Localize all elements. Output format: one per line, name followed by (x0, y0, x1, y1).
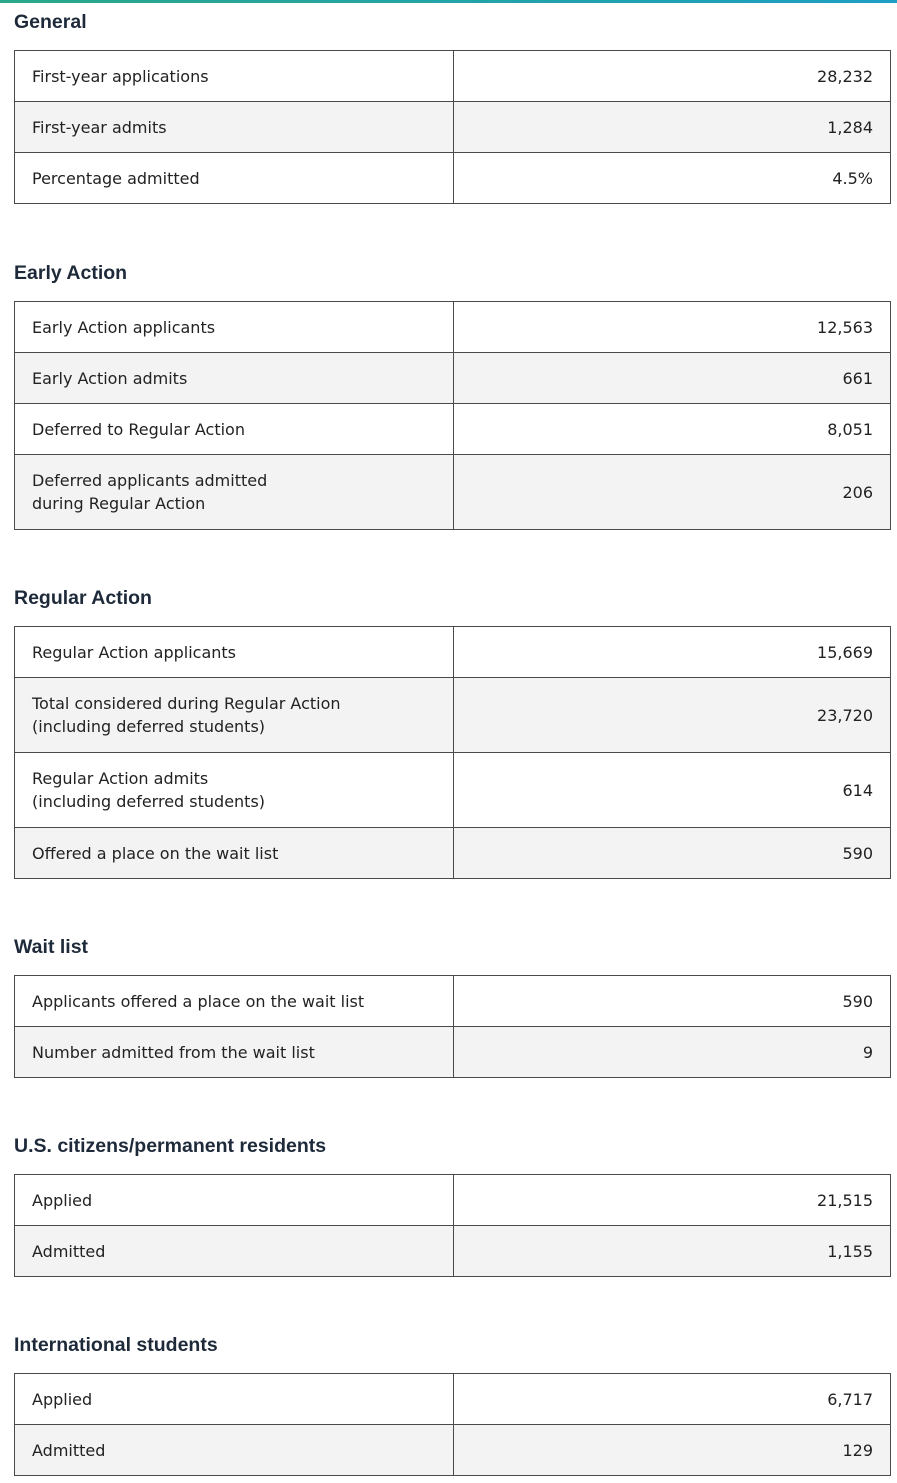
stats-table (14, 975, 891, 1078)
row-value: 1,284 (454, 102, 891, 153)
top-accent-bar (0, 0, 897, 3)
section-wait-list (14, 935, 891, 1062)
row-label (15, 455, 454, 530)
row-label: Regular Action applicants (15, 627, 454, 678)
row-value: 129 (454, 1425, 891, 1476)
row-value: 28,232 (454, 51, 891, 102)
row-value: 12,563 (454, 302, 891, 353)
table-row (15, 404, 891, 455)
row-value: 661 (454, 353, 891, 404)
table-row (15, 678, 891, 753)
row-label-line1: Deferred applicants admitted (32, 471, 268, 490)
section-title: General (14, 11, 87, 33)
section-regular-action (14, 586, 891, 863)
row-value: 4.5% (454, 153, 891, 204)
row-label-line2: (including deferred students) (32, 792, 266, 811)
row-value: 590 (454, 976, 891, 1027)
stats-table (14, 1373, 891, 1476)
row-label: Admitted (15, 1226, 454, 1277)
section-us-citizens (14, 1134, 891, 1261)
row-label: Early Action admits (15, 353, 454, 404)
table-row (15, 976, 891, 1027)
table-row (15, 153, 891, 204)
row-label: First-year admits (15, 102, 454, 153)
section-early-action (14, 261, 891, 513)
stats-table (14, 50, 891, 204)
section-title: U.S. citizens/permanent residents (14, 1135, 327, 1157)
row-value: 6,717 (454, 1374, 891, 1425)
row-label (15, 753, 454, 828)
row-value: 23,720 (454, 678, 891, 753)
table-row (15, 828, 891, 879)
table-row (15, 627, 891, 678)
row-label-line1: Regular Action admits (32, 769, 209, 788)
section-international-students (14, 1333, 891, 1460)
row-label: Applicants offered a place on the wait list (15, 976, 454, 1027)
table-row (15, 1226, 891, 1277)
row-label: Offered a place on the wait list (15, 828, 454, 879)
stats-table (14, 301, 891, 530)
section-title: Early Action (14, 262, 128, 284)
row-label: Applied (15, 1374, 454, 1425)
row-label: Admitted (15, 1425, 454, 1476)
row-value: 21,515 (454, 1175, 891, 1226)
row-value: 9 (454, 1027, 891, 1078)
row-value: 614 (454, 753, 891, 828)
table-row (15, 1374, 891, 1425)
table-row (15, 302, 891, 353)
row-label: First-year applications (15, 51, 454, 102)
row-value: 15,669 (454, 627, 891, 678)
table-row (15, 1175, 891, 1226)
table-row (15, 353, 891, 404)
table-row (15, 455, 891, 530)
row-value: 1,155 (454, 1226, 891, 1277)
row-label-line2: during Regular Action (32, 494, 206, 513)
table-row (15, 51, 891, 102)
row-label-line2: (including deferred students) (32, 717, 266, 736)
table-row (15, 102, 891, 153)
row-value: 8,051 (454, 404, 891, 455)
stats-table (14, 1174, 891, 1277)
section-title: Regular Action (14, 587, 152, 609)
stats-table (14, 626, 891, 879)
table-row (15, 1425, 891, 1476)
table-row (15, 1027, 891, 1078)
section-title: Wait list (14, 936, 89, 958)
row-label: Percentage admitted (15, 153, 454, 204)
row-label: Number admitted from the wait list (15, 1027, 454, 1078)
row-label (15, 678, 454, 753)
section-general (14, 10, 891, 188)
row-value: 206 (454, 455, 891, 530)
row-label: Applied (15, 1175, 454, 1226)
row-label: Deferred to Regular Action (15, 404, 454, 455)
row-value: 590 (454, 828, 891, 879)
row-label-line1: Total considered during Regular Action (32, 694, 341, 713)
table-row (15, 753, 891, 828)
row-label: Early Action applicants (15, 302, 454, 353)
section-title: International students (14, 1334, 218, 1356)
